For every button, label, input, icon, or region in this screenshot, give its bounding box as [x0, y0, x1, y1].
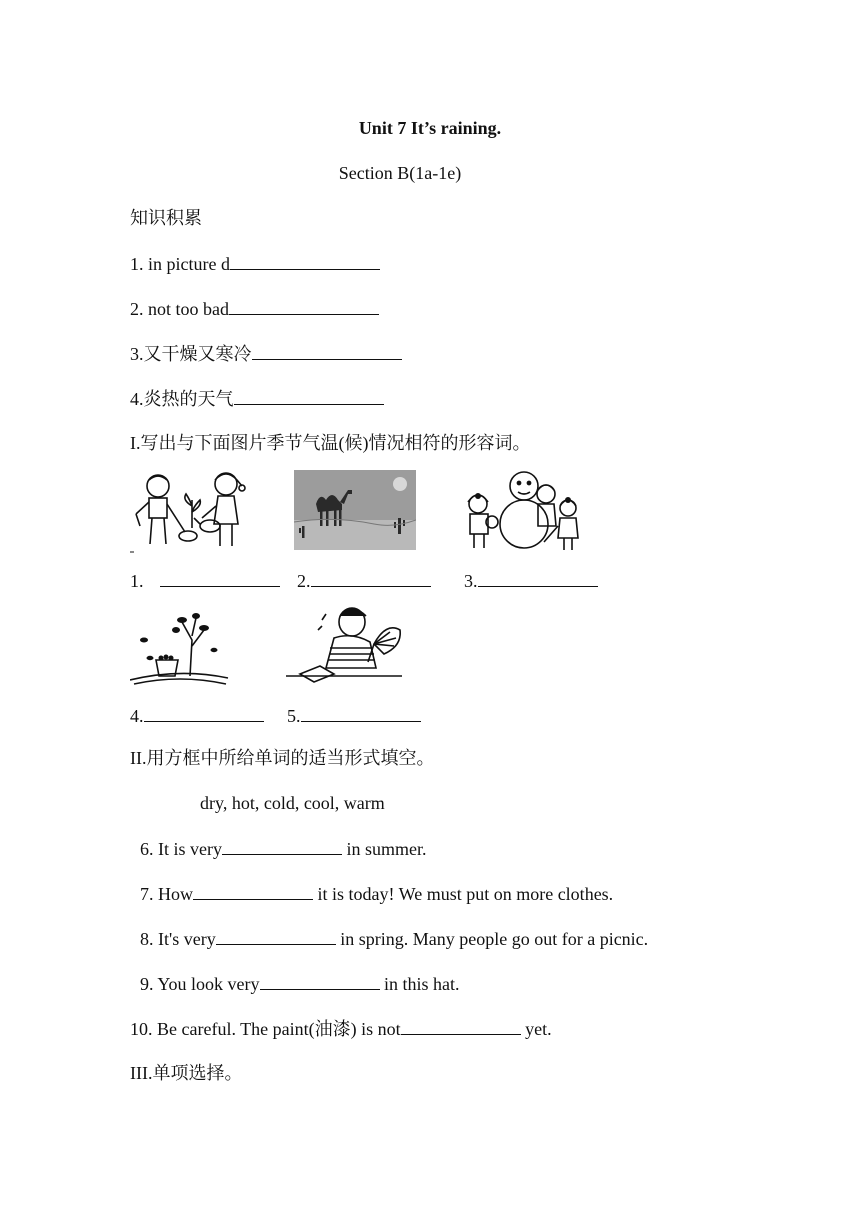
- summer-fan-picture: [286, 602, 402, 688]
- knowledge-heading: 知识积累: [130, 208, 202, 228]
- answer-blank[interactable]: [160, 569, 280, 587]
- desert-camel-picture: [294, 470, 416, 550]
- answer-blank[interactable]: [216, 927, 336, 945]
- picture-label-2: 2.: [297, 569, 431, 592]
- part3-heading: III.单项选择。: [130, 1063, 243, 1083]
- question-8: 8. It's very in spring. Many people go out for a picnic.: [140, 929, 649, 949]
- answer-blank[interactable]: [144, 704, 264, 722]
- knowledge-item-4: 4.炎热的天气: [130, 387, 384, 410]
- knowledge-item-3: 3.又干燥又寒冷: [130, 342, 402, 365]
- answer-blank[interactable]: [252, 342, 402, 360]
- part2-heading: II.用方框中所给单词的适当形式填空。: [130, 748, 435, 768]
- answer-blank[interactable]: [229, 297, 379, 315]
- answer-blank[interactable]: [401, 1017, 521, 1035]
- knowledge-item-2: 2. not too bad: [130, 297, 379, 320]
- answer-blank[interactable]: [478, 569, 598, 587]
- autumn-tree-picture: [130, 600, 230, 686]
- question-6: 6. It is very in summer.: [140, 839, 427, 859]
- question-7: 7. How it is today! We must put on more clothes.: [140, 884, 614, 904]
- answer-blank[interactable]: [230, 252, 380, 270]
- answer-blank[interactable]: [260, 972, 380, 990]
- picture-label-1: 1.: [130, 569, 280, 592]
- answer-blank[interactable]: [193, 882, 313, 900]
- winter-snowman-picture: [458, 466, 588, 552]
- page-title: Unit 7 It’s raining.: [358, 118, 502, 138]
- knowledge-item-1: 1. in picture d: [130, 252, 380, 275]
- question-9: 9. You look very in this hat.: [140, 974, 460, 994]
- answer-blank[interactable]: [222, 837, 342, 855]
- section-subtitle: Section B(1a-1e): [338, 163, 462, 183]
- answer-blank[interactable]: [234, 387, 384, 405]
- picture-label-4: 4.: [130, 704, 264, 727]
- question-10: 10. Be careful. The paint(油漆) is not yet.: [130, 1019, 552, 1039]
- spring-planting-picture: [130, 466, 255, 554]
- picture-label-5: 5.: [287, 704, 421, 727]
- picture-label-3: 3.: [464, 569, 598, 592]
- word-bank: dry, hot, cold, cool, warm: [200, 793, 385, 813]
- part1-heading: I.写出与下面图片季节气温(候)情况相符的形容词。: [130, 433, 531, 453]
- answer-blank[interactable]: [311, 569, 431, 587]
- answer-blank[interactable]: [301, 704, 421, 722]
